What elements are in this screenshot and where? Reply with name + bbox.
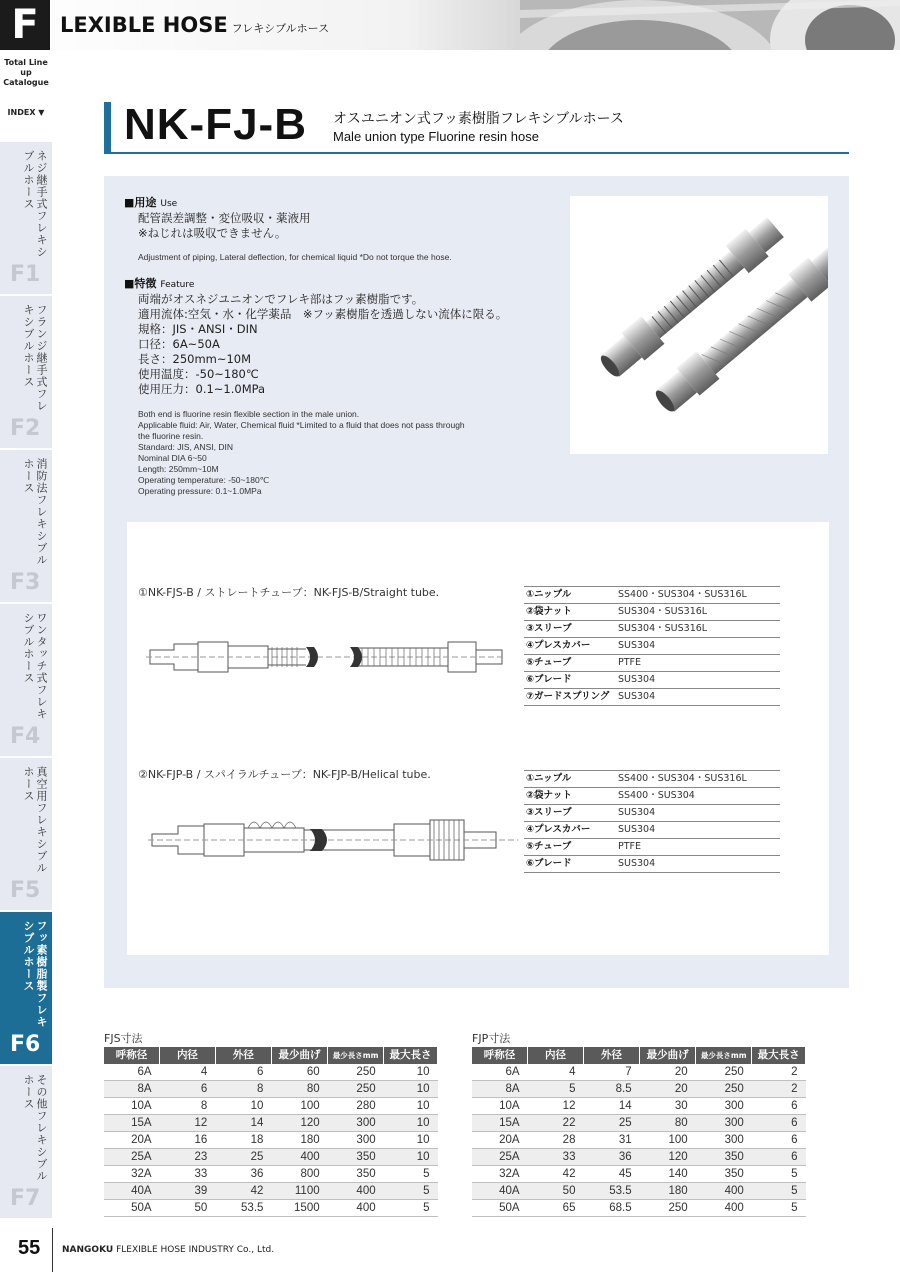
table-row (472, 1132, 806, 1149)
column-header: 最少曲げ (271, 1047, 327, 1064)
table-cell: 33 (528, 1149, 584, 1166)
page-title: NK-FJ-B (124, 100, 307, 149)
table-cell: 32A (104, 1166, 160, 1183)
table-cell: 5 (384, 1166, 438, 1183)
table-cell: 300 (696, 1098, 752, 1115)
table-cell: 400 (696, 1200, 752, 1217)
table-cell: 16 (160, 1132, 216, 1149)
sidebar-tab-f6[interactable] (0, 912, 52, 1066)
table-cell: 32A (472, 1166, 528, 1183)
table-cell: 140 (640, 1166, 696, 1183)
fjs-drawing (146, 632, 506, 686)
sidebar-tab-code: F2 (10, 416, 41, 441)
table-cell: 800 (271, 1166, 327, 1183)
material-row (524, 672, 780, 689)
table-cell: 120 (271, 1115, 327, 1132)
material-part: ①ニップル (524, 771, 616, 788)
table-cell: 80 (271, 1081, 327, 1098)
fjp-drawing-label: ②NK-FJP-B / スパイラルチューブ：NK-FJP-B/Helical tube. (138, 768, 431, 781)
column-header: 最大長さ (752, 1047, 806, 1064)
material-part: ⑤チューブ (524, 655, 616, 672)
sidebar-tab-code: F1 (10, 262, 41, 287)
column-header: 最大長さ (384, 1047, 438, 1064)
material-value: SS400・SUS304・SUS316L (616, 587, 780, 604)
table-cell: 30 (640, 1098, 696, 1115)
table-cell: 180 (271, 1132, 327, 1149)
table-cell: 250 (696, 1064, 752, 1081)
table-cell: 1100 (271, 1183, 327, 1200)
title-accent-bar (104, 102, 111, 152)
material-part: ⑥ブレード (524, 856, 616, 873)
use-en: Adjustment of piping, Lateral deflection, for chemical liquid *Do not torque the hose. (138, 252, 452, 262)
table-row (104, 1166, 438, 1183)
fjs-dimensions-table (104, 1047, 438, 1217)
sidebar-tab-code: F5 (10, 878, 41, 903)
table-cell: 20A (104, 1132, 160, 1149)
table-cell: 350 (328, 1149, 384, 1166)
table-cell: 1500 (271, 1200, 327, 1217)
fjs-materials-table (524, 586, 780, 706)
table-cell: 39 (160, 1183, 216, 1200)
table-cell: 10 (384, 1098, 438, 1115)
material-row (524, 689, 780, 706)
sidebar-tab-label: 真空用フレキシブルホース (22, 766, 48, 874)
header-metal-image (520, 0, 900, 50)
feature-en-line: Operating pressure: 0.1~1.0MPa (138, 486, 262, 496)
material-row (524, 805, 780, 822)
table-row (104, 1183, 438, 1200)
table-row (104, 1064, 438, 1081)
sidebar-tab-label: 消防法フレキシブルホース (22, 458, 48, 566)
table-cell: 8.5 (583, 1081, 639, 1098)
table-row (472, 1183, 806, 1200)
table-cell: 8 (160, 1098, 216, 1115)
table-cell: 2 (752, 1081, 806, 1098)
fjp-dimensions-table (472, 1047, 806, 1217)
sidebar-tab-label: フッ素樹脂製フレキシブルホース (22, 920, 48, 1028)
sidebar-tab-f3[interactable] (0, 450, 52, 604)
table-cell: 20 (640, 1081, 696, 1098)
table-cell: 400 (696, 1183, 752, 1200)
table-cell: 5 (752, 1183, 806, 1200)
table-cell: 350 (328, 1166, 384, 1183)
fjs-dimensions-body (104, 1064, 438, 1217)
use-line: ※ねじれは吸収できません。 (138, 226, 287, 240)
material-value: SUS304・SUS316L (616, 621, 780, 638)
table-cell: 180 (640, 1183, 696, 1200)
table-cell: 20 (640, 1064, 696, 1081)
material-part: ②袋ナット (524, 788, 616, 805)
material-part: ③スリーブ (524, 621, 616, 638)
table-cell: 4 (160, 1064, 216, 1081)
table-cell: 6A (472, 1064, 528, 1081)
product-photo (570, 196, 828, 454)
feature-line: 口径：6A~50A (138, 337, 220, 351)
header-title-jp: フレキシブルホース (231, 22, 330, 35)
table-cell: 6 (752, 1098, 806, 1115)
material-value: PTFE (616, 839, 780, 856)
table-cell: 50 (160, 1200, 216, 1217)
header-title-en: LEXIBLE HOSE (60, 13, 228, 37)
material-part: ④プレスカバー (524, 822, 616, 839)
table-cell: 300 (696, 1132, 752, 1149)
table-row (104, 1149, 438, 1166)
sidebar-tab-label: ネジ継手式フレキシブルホース (22, 150, 48, 258)
page-subtitle-jp: オスユニオン式フッ素樹脂フレキシブルホース (333, 111, 624, 127)
sidebar-tab-code: F7 (10, 1186, 41, 1211)
table-cell: 36 (583, 1149, 639, 1166)
table-cell: 25 (215, 1149, 271, 1166)
fjp-drawing (148, 812, 518, 872)
material-row (524, 856, 780, 873)
section-letter: F (0, 0, 50, 50)
table-row (472, 1166, 806, 1183)
table-cell: 10A (104, 1098, 160, 1115)
feature-heading (124, 277, 194, 292)
header-title (60, 12, 329, 42)
material-part: ⑦ガードスプリング (524, 689, 616, 706)
feature-line: 使用温度：-50~180℃ (138, 367, 259, 381)
column-header: 外径 (215, 1047, 271, 1064)
table-row (472, 1149, 806, 1166)
sidebar (0, 50, 52, 1272)
material-row (524, 655, 780, 672)
material-value: SUS304 (616, 822, 780, 839)
table-row (104, 1200, 438, 1217)
feature-heading-en: Feature (160, 280, 195, 290)
sidebar-tab-f4[interactable] (0, 604, 52, 758)
table-cell: 7 (583, 1064, 639, 1081)
material-row (524, 788, 780, 805)
sidebar-tab-label: ワンタッチ式フレキシブルホース (22, 612, 48, 720)
table-cell: 10 (215, 1098, 271, 1115)
feature-line: 長さ：250mm~10M (138, 352, 252, 366)
table-cell: 350 (696, 1149, 752, 1166)
feature-en-line: Applicable fluid: Air, Water, Chemical fluid *Limited to a fluid that does not pass through (138, 420, 465, 430)
table-cell: 8A (104, 1081, 160, 1098)
table-cell: 14 (583, 1098, 639, 1115)
table-cell: 65 (528, 1200, 584, 1217)
table-row (472, 1200, 806, 1217)
material-value: SUS304 (616, 638, 780, 655)
material-row (524, 604, 780, 621)
material-row (524, 587, 780, 604)
feature-en-line: Length: 250mm~10M (138, 464, 219, 474)
table-cell: 68.5 (583, 1200, 639, 1217)
sidebar-tab-code: F6 (10, 1032, 41, 1057)
material-value: SUS304 (616, 689, 780, 706)
table-cell: 8A (472, 1081, 528, 1098)
sidebar-total-link[interactable]: Total Line up Catalogue (3, 58, 49, 87)
table-cell: 53.5 (583, 1183, 639, 1200)
sidebar-tab-f2[interactable] (0, 296, 52, 450)
table-cell: 50A (472, 1200, 528, 1217)
table-cell: 12 (160, 1115, 216, 1132)
table-cell: 250 (328, 1081, 384, 1098)
table-cell: 6 (160, 1081, 216, 1098)
table-row (104, 1115, 438, 1132)
sidebar-tab-code: F4 (10, 724, 41, 749)
sidebar-tab-code: F3 (10, 570, 41, 595)
table-cell: 15A (104, 1115, 160, 1132)
table-cell: 28 (528, 1132, 584, 1149)
material-value: SUS304 (616, 856, 780, 873)
table-cell: 400 (271, 1149, 327, 1166)
table-cell: 10A (472, 1098, 528, 1115)
table-cell: 300 (328, 1132, 384, 1149)
table-cell: 5 (384, 1200, 438, 1217)
table-cell: 22 (528, 1115, 584, 1132)
column-header: 呼称径 (104, 1047, 160, 1064)
material-row (524, 839, 780, 856)
table-row (472, 1098, 806, 1115)
table-cell: 36 (215, 1166, 271, 1183)
use-heading (124, 196, 177, 211)
table-cell: 5 (752, 1166, 806, 1183)
table-cell: 6 (752, 1132, 806, 1149)
column-header: 内径 (160, 1047, 216, 1064)
use-line: 配管誤差調整・変位吸収・薬液用 (138, 211, 311, 225)
feature-en-line: the fluorine resin. (138, 431, 204, 441)
table-cell: 4 (528, 1064, 584, 1081)
table-cell: 50A (104, 1200, 160, 1217)
company-name-bold: NANGOKU (62, 1245, 114, 1255)
table-cell: 250 (696, 1081, 752, 1098)
sidebar-tab-label: フランジ継手式フレキシブルホース (22, 304, 48, 412)
table-cell: 42 (528, 1166, 584, 1183)
column-header: 外径 (583, 1047, 639, 1064)
table-cell: 18 (215, 1132, 271, 1149)
table-cell: 350 (696, 1166, 752, 1183)
column-header: 最少長さmm (328, 1047, 384, 1064)
sidebar-tab-f5[interactable] (0, 758, 52, 912)
column-header: 内径 (528, 1047, 584, 1064)
fjs-dimensions-title: FJS寸法 (104, 1032, 143, 1045)
material-row (524, 621, 780, 638)
table-cell: 400 (328, 1200, 384, 1217)
feature-en-line: Operating temperature: -50~180℃ (138, 475, 270, 485)
table-cell: 6 (752, 1115, 806, 1132)
company-name-rest: FLEXIBLE HOSE INDUSTRY Co., Ltd. (113, 1245, 275, 1255)
table-cell: 6A (104, 1064, 160, 1081)
material-value: SUS304 (616, 672, 780, 689)
table-cell: 5 (528, 1081, 584, 1098)
table-cell: 100 (271, 1098, 327, 1115)
feature-en-line: Both end is fluorine resin flexible section in the male union. (138, 409, 360, 419)
use-heading-jp: ■用途 (124, 196, 157, 209)
table-row (104, 1132, 438, 1149)
table-cell: 53.5 (215, 1200, 271, 1217)
table-cell: 280 (328, 1098, 384, 1115)
feature-en-line: Nominal DIA 6~50 (138, 453, 207, 463)
table-cell: 42 (215, 1183, 271, 1200)
table-cell: 12 (528, 1098, 584, 1115)
table-cell: 20A (472, 1132, 528, 1149)
table-cell: 45 (583, 1166, 639, 1183)
material-row (524, 822, 780, 839)
feature-heading-jp: ■特徴 (124, 277, 157, 290)
table-cell: 10 (384, 1081, 438, 1098)
material-part: ①ニップル (524, 587, 616, 604)
feature-line: 規格：JIS・ANSI・DIN (138, 322, 258, 336)
table-row (472, 1064, 806, 1081)
footer-company (62, 1244, 274, 1256)
feature-line: 両端がオスネジユニオンでフレキ部はフッ素樹脂です。 (138, 292, 424, 306)
material-row (524, 638, 780, 655)
material-value: PTFE (616, 655, 780, 672)
page-number: 55 (18, 1237, 41, 1259)
table-cell: 6 (752, 1149, 806, 1166)
table-cell: 14 (215, 1115, 271, 1132)
sidebar-tab-f7[interactable] (0, 1066, 52, 1220)
material-row (524, 771, 780, 788)
table-cell: 8 (215, 1081, 271, 1098)
table-cell: 300 (696, 1115, 752, 1132)
fjp-dimensions-body (472, 1064, 806, 1217)
fjp-dimensions-title: FJP寸法 (472, 1032, 511, 1045)
table-row (104, 1098, 438, 1115)
table-cell: 5 (752, 1200, 806, 1217)
table-row (104, 1081, 438, 1098)
material-value: SUS304 (616, 805, 780, 822)
sidebar-tab-label: その他フレキシブルホース (22, 1074, 48, 1182)
table-cell: 2 (752, 1064, 806, 1081)
table-cell: 25A (104, 1149, 160, 1166)
column-header: 呼称径 (472, 1047, 528, 1064)
table-cell: 80 (640, 1115, 696, 1132)
table-cell: 5 (384, 1183, 438, 1200)
table-cell: 25A (472, 1149, 528, 1166)
table-cell: 33 (160, 1166, 216, 1183)
material-part: ②袋ナット (524, 604, 616, 621)
table-row (472, 1081, 806, 1098)
fjs-drawing-label: ①NK-FJS-B / ストレートチューブ：NK-FJS-B/Straight tube. (138, 586, 440, 599)
table-cell: 40A (472, 1183, 528, 1200)
page-subtitle-en: Male union type Fluorine resin hose (333, 129, 539, 144)
use-heading-en: Use (160, 199, 178, 209)
table-cell: 120 (640, 1149, 696, 1166)
column-header: 最少曲げ (640, 1047, 696, 1064)
material-value: SS400・SUS304 (616, 788, 780, 805)
material-part: ④プレスカバー (524, 638, 616, 655)
table-cell: 23 (160, 1149, 216, 1166)
feature-line: 使用圧力：0.1~1.0MPa (138, 382, 266, 396)
material-part: ⑥ブレード (524, 672, 616, 689)
table-cell: 250 (328, 1064, 384, 1081)
feature-en-line: Standard: JIS, ANSI, DIN (138, 442, 233, 452)
fjp-materials-table (524, 770, 780, 873)
column-header: 最少長さmm (696, 1047, 752, 1064)
table-cell: 6 (215, 1064, 271, 1081)
table-cell: 400 (328, 1183, 384, 1200)
table-cell: 10 (384, 1149, 438, 1166)
table-cell: 300 (328, 1115, 384, 1132)
material-part: ③スリーブ (524, 805, 616, 822)
table-cell: 31 (583, 1132, 639, 1149)
sidebar-tab-f1[interactable] (0, 142, 52, 296)
table-cell: 250 (640, 1200, 696, 1217)
material-value: SS400・SUS304・SUS316L (616, 771, 780, 788)
sidebar-index-link[interactable]: INDEX ▼ (7, 108, 45, 117)
table-cell: 25 (583, 1115, 639, 1132)
table-cell: 40A (104, 1183, 160, 1200)
table-cell: 10 (384, 1064, 438, 1081)
title-underline (104, 152, 849, 154)
table-cell: 15A (472, 1115, 528, 1132)
table-cell: 10 (384, 1115, 438, 1132)
material-part: ⑤チューブ (524, 839, 616, 856)
footer-divider (52, 1228, 53, 1272)
feature-line: 適用流体:空気・水・化学薬品 ※フッ素樹脂を透過しない流体に限る。 (138, 307, 508, 321)
table-cell: 10 (384, 1132, 438, 1149)
table-cell: 60 (271, 1064, 327, 1081)
table-cell: 50 (528, 1183, 584, 1200)
material-value: SUS304・SUS316L (616, 604, 780, 621)
table-row (472, 1115, 806, 1132)
table-cell: 100 (640, 1132, 696, 1149)
